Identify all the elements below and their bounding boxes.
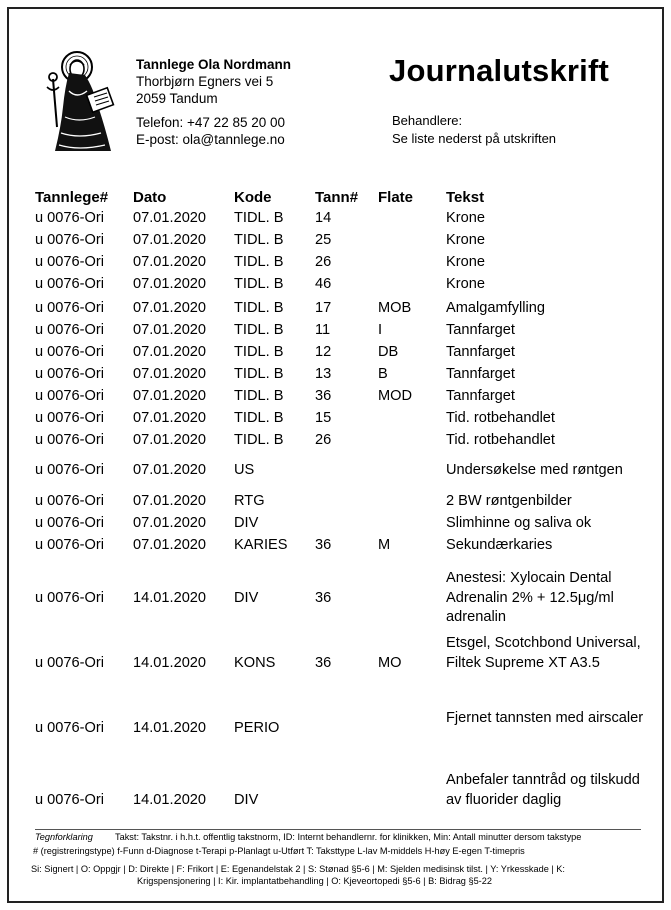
cell-dato: 07.01.2020	[133, 493, 207, 509]
cell-kode: TIDL. B	[234, 276, 284, 292]
cell-tann: 36	[315, 654, 332, 671]
legend-line3: Si: Signert | O: Oppgjr | D: Direkte | F: Frikort | E: Egenandelstak 2 | S: Stønad §5-6 | M: Sjelden medisinsk tilst. | Y: Yrkesskade | K:	[31, 864, 565, 874]
header-kode: Kode	[234, 189, 272, 206]
cell-kode: RTG	[234, 493, 265, 509]
cell-dato: 07.01.2020	[133, 344, 207, 360]
cell-dato: 14.01.2020	[133, 654, 207, 671]
cell-flate: MO	[378, 654, 402, 671]
legend-line4: Krigspensjonering | I: Kir. implantatbehandling | O: Kjeveortopedi §5-6 | B: Bidrag §5-22	[137, 876, 492, 886]
journal-page	[7, 7, 664, 903]
cell-dato: 07.01.2020	[133, 210, 207, 226]
cell-tekst: Fjernet tannsten med airscaler	[446, 710, 644, 726]
clinic-email: E-post: ola@tannlege.no	[136, 132, 285, 147]
cell-tannlege: u 0076-Ori	[35, 410, 104, 426]
cell-tekst: Krone	[446, 232, 485, 248]
behandlere-note: Se liste nederst på utskriften	[392, 131, 557, 146]
cell-kode: PERIO	[234, 719, 280, 736]
cell-tannlege: u 0076-Ori	[35, 322, 104, 338]
cell-tann: 11	[315, 322, 331, 338]
cell-kode: TIDL. B	[234, 322, 284, 338]
cell-tannlege: u 0076-Ori	[35, 462, 104, 478]
cell-tannlege: u 0076-Ori	[35, 515, 104, 531]
cell-flate: B	[378, 366, 388, 382]
header-tekst: Tekst	[446, 189, 485, 206]
cell-kode: US	[234, 462, 255, 478]
cell-tann: 46	[315, 276, 332, 292]
cell-tannlege: u 0076-Ori	[35, 210, 104, 226]
cell-kode: TIDL. B	[234, 232, 284, 248]
cell-kode: DIV	[234, 589, 259, 606]
cell-tann: 13	[315, 366, 332, 382]
cell-tann: 36	[315, 589, 332, 606]
cell-tekst: Tid. rotbehandlet	[446, 432, 555, 448]
clinic-phone: Telefon: +47 22 85 20 00	[136, 115, 286, 130]
cell-tannlege: u 0076-Ori	[35, 791, 104, 808]
cell-kode: DIV	[234, 515, 259, 531]
cell-tannlege: u 0076-Ori	[35, 589, 104, 606]
cell-tannlege: u 0076-Ori	[35, 276, 104, 292]
cell-tann: 26	[315, 254, 332, 270]
cell-tannlege: u 0076-Ori	[35, 654, 104, 671]
cell-tann: 12	[315, 344, 332, 360]
cell-kode: TIDL. B	[234, 300, 284, 316]
legend-line1: Takst: Takstnr. i h.h.t. offentlig takstnorm, ID: Internt behandlernr. for klinikken, Min: Antall minutter dersom takstype	[115, 832, 582, 842]
cell-dato: 07.01.2020	[133, 254, 207, 270]
cell-kode: TIDL. B	[234, 410, 284, 426]
clinic-name: Tannlege Ola Nordmann	[136, 57, 292, 72]
cell-tann: 36	[315, 537, 332, 553]
cell-dato: 07.01.2020	[133, 232, 207, 248]
cell-tannlege: u 0076-Ori	[35, 432, 104, 448]
cell-kode: KONS	[234, 654, 276, 671]
document-title: Journalutskrift	[389, 53, 610, 88]
cell-flate: I	[378, 322, 383, 338]
cell-tann: 26	[315, 432, 332, 448]
cell-tekst: Tannfarget	[446, 366, 515, 382]
cell-tannlege: u 0076-Ori	[35, 537, 104, 553]
behandlere-block	[392, 112, 556, 148]
cell-tekst: Tannfarget	[446, 344, 515, 360]
legend-divider	[35, 829, 641, 830]
cell-dato: 07.01.2020	[133, 410, 207, 426]
cell-tekst: Krone	[446, 254, 485, 270]
cell-dato: 07.01.2020	[133, 276, 207, 292]
cell-tannlege: u 0076-Ori	[35, 493, 104, 509]
cell-dato: 07.01.2020	[133, 366, 207, 382]
cell-tann: 15	[315, 410, 332, 426]
behandlere-label: Behandlere:	[392, 113, 463, 128]
cell-flate: M	[378, 537, 391, 553]
cell-flate: MOB	[378, 300, 412, 316]
cell-dato: 07.01.2020	[133, 322, 207, 338]
cell-tekst: Tid. rotbehandlet	[446, 410, 555, 426]
cell-tekst: Krone	[446, 276, 485, 292]
cell-dato: 07.01.2020	[133, 515, 207, 531]
cell-dato: 14.01.2020	[133, 791, 207, 808]
cell-tekst: Amalgamfylling	[446, 300, 545, 316]
cell-tannlege: u 0076-Ori	[35, 388, 104, 404]
cell-tann: 36	[315, 388, 332, 404]
cell-flate: DB	[378, 344, 399, 360]
cell-tekst: Anestesi: Xylocain Dental Adrenalin 2% + 12.5μg/ml adrenalin	[446, 570, 614, 625]
header-flate: Flate	[378, 189, 414, 206]
cell-tann: 14	[315, 210, 332, 226]
clinic-address-line2: 2059 Tandum	[136, 91, 218, 106]
header-tann: Tann#	[315, 189, 359, 206]
cell-tann: 25	[315, 232, 332, 248]
cell-tekst: Anbefaler tanntråd og tilskudd av fluorider daglig	[446, 772, 640, 808]
header-dato: Dato	[133, 189, 167, 206]
legend-label: Tegnforklaring	[35, 832, 93, 842]
cell-tekst: 2 BW røntgenbilder	[446, 493, 572, 509]
cell-kode: TIDL. B	[234, 254, 284, 270]
saint-apollonia-logo	[39, 47, 119, 159]
clinic-info	[136, 56, 291, 148]
cell-tekst: Tannfarget	[446, 322, 515, 338]
cell-kode: DIV	[234, 791, 259, 808]
cell-tekst: Undersøkelse med røntgen	[446, 462, 623, 478]
legend-line2: # (registreringstype) f-Funn d-Diagnose t-Terapi p-Planlagt u-Utført T: Taksttype L-lav M-middels H-høy E-egen T-timepris	[33, 846, 525, 856]
cell-kode: TIDL. B	[234, 432, 284, 448]
cell-dato: 07.01.2020	[133, 300, 207, 316]
cell-tannlege: u 0076-Ori	[35, 232, 104, 248]
cell-tann: 17	[315, 300, 332, 316]
cell-dato: 07.01.2020	[133, 432, 207, 448]
cell-tekst: Etsgel, Scotchbond Universal, Filtek Supreme XT A3.5	[446, 635, 641, 671]
cell-tannlege: u 0076-Ori	[35, 366, 104, 382]
cell-kode: TIDL. B	[234, 344, 284, 360]
cell-kode: TIDL. B	[234, 210, 284, 226]
cell-flate: MOD	[378, 388, 413, 404]
cell-dato: 07.01.2020	[133, 462, 207, 478]
cell-tekst: Sekundærkaries	[446, 537, 553, 553]
cell-tannlege: u 0076-Ori	[35, 300, 104, 316]
cell-kode: KARIES	[234, 537, 288, 553]
cell-dato: 07.01.2020	[133, 537, 207, 553]
cell-dato: 07.01.2020	[133, 388, 207, 404]
cell-tekst: Tannfarget	[446, 388, 515, 404]
cell-dato: 14.01.2020	[133, 589, 207, 606]
cell-tannlege: u 0076-Ori	[35, 344, 104, 360]
header-tannlege: Tannlege#	[35, 189, 109, 206]
cell-tekst: Slimhinne og saliva ok	[446, 515, 592, 531]
cell-kode: TIDL. B	[234, 388, 284, 404]
clinic-address-line1: Thorbjørn Egners vei 5	[136, 74, 274, 89]
cell-kode: TIDL. B	[234, 366, 284, 382]
cell-tannlege: u 0076-Ori	[35, 719, 104, 736]
cell-tekst: Krone	[446, 210, 485, 226]
cell-dato: 14.01.2020	[133, 719, 207, 736]
cell-tannlege: u 0076-Ori	[35, 254, 104, 270]
